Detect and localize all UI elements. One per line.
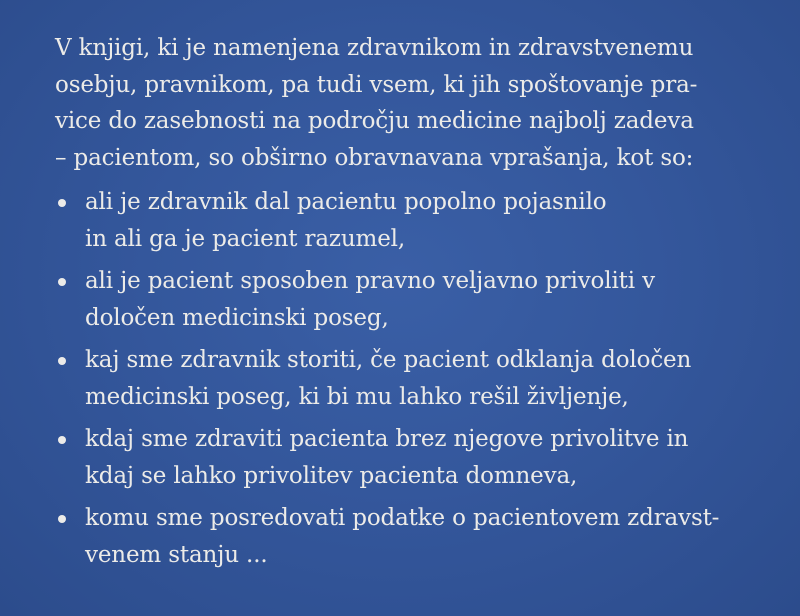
intro-paragraph xyxy=(55,30,775,176)
bullet-icon xyxy=(58,515,66,523)
list-item-line: venem stanju ... xyxy=(85,541,268,568)
question-list xyxy=(55,184,775,573)
intro-line: – pacientom, so obširno obravnavana vprašanja, kot so: xyxy=(55,144,694,171)
list-item-line: kaj sme zdravnik storiti, če pacient odklanja določen xyxy=(85,347,692,373)
book-back-cover-text xyxy=(55,30,775,579)
bullet-icon xyxy=(58,357,66,365)
list-item-line: kdaj sme zdraviti pacienta brez njegove privolitve in xyxy=(85,426,689,452)
intro-line: V knjigi, ki je namenjena zdravnikom in zdravstvenemu xyxy=(55,35,694,61)
list-item-line: kdaj se lahko privolitev pacienta domneva, xyxy=(85,462,578,489)
list-item xyxy=(55,500,775,573)
list-item xyxy=(55,184,775,257)
list-item xyxy=(55,421,775,494)
list-item xyxy=(55,342,775,415)
intro-line: osebju, pravnikom, pa tudi vsem, ki jih spoštovanje pra- xyxy=(55,71,698,98)
list-item xyxy=(55,263,775,336)
list-item-line: komu sme posredovati podatke o pacientovem zdravst- xyxy=(85,505,720,531)
list-item-line: ali je pacient sposoben pravno veljavno privoliti v xyxy=(85,268,655,294)
list-item-line: ali je zdravnik dal pacientu popolno pojasnilo xyxy=(85,189,607,215)
bullet-icon xyxy=(58,436,66,444)
list-item-line: in ali ga je pacient razumel, xyxy=(85,225,406,252)
bullet-icon xyxy=(58,199,66,207)
bullet-icon xyxy=(58,278,66,286)
list-item-line: določen medicinski poseg, xyxy=(85,304,389,331)
intro-line: vice do zasebnosti na področju medicine najbolj zadeva xyxy=(55,108,694,134)
list-item-line: medicinski poseg, ki bi mu lahko rešil življenje, xyxy=(85,383,629,410)
